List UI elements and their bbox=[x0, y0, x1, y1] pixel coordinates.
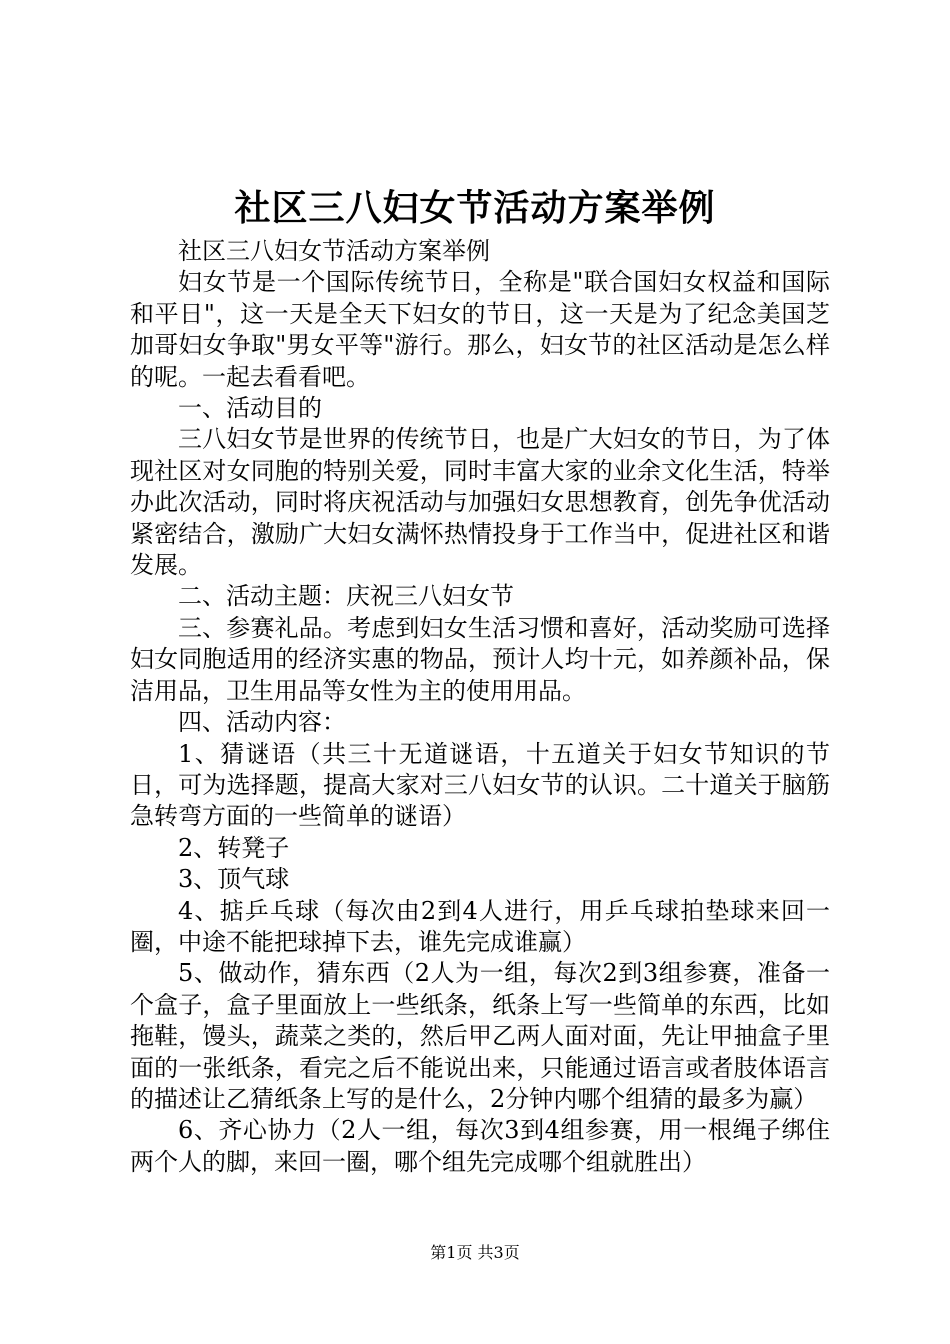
list-item-balloon: 3、顶气球 bbox=[178, 865, 290, 894]
page-number: 第1页 共3页 bbox=[430, 1243, 520, 1262]
list-item-pingpong: 4、掂乒乓球（每次由2到4人进行，用乒乓球拍垫球来回一圈，中途不能把球掉下去，谁先完成谁赢） bbox=[130, 896, 830, 956]
list-item-chairs: 2、转凳子 bbox=[178, 833, 290, 862]
section-heading-purpose: 一、活动目的 bbox=[178, 394, 322, 423]
document-title: 社区三八妇女节活动方案举例 bbox=[234, 187, 716, 229]
document-body bbox=[130, 236, 830, 1178]
paragraph-intro: 妇女节是一个国际传统节日，全称是"联合国妇女权益和国际和平日"，这一天是全天下妇女的节日，这一天是为了纪念美国芝加哥妇女争取"男女平等"游行。那么，妇女节的社区活动是怎么样的呢。一起去看看吧。 bbox=[130, 268, 830, 391]
list-item-three-legged: 6、齐心协力（2人一组，每次3到4组参赛，用一根绳子绑住两个人的脚，来回一圈，哪个组先完成哪个组就胜出） bbox=[130, 1116, 830, 1176]
paragraph-purpose: 三八妇女节是世界的传统节日，也是广大妇女的节日，为了体现社区对女同胞的特别关爱，同时丰富大家的业余文化生活，特举办此次活动，同时将庆祝活动与加强妇女思想教育，创先争优活动紧密结合，激励广大妇女满怀热情投身于工作当中，促进社区和谐发展。 bbox=[130, 425, 830, 580]
paragraph-prizes: 三、参赛礼品。考虑到妇女生活习惯和喜好，活动奖励可选择妇女同胞适用的经济实惠的物品，预计人均十元，如养颜补品，保洁用品，卫生用品等女性为主的使用用品。 bbox=[130, 613, 830, 705]
list-item-riddles: 1、猜谜语（共三十无道谜语，十五道关于妇女节知识的节日，可为选择题，提高大家对三八妇女节的认识。二十道关于脑筋急转弯方面的一些简单的谜语） bbox=[130, 739, 830, 831]
paragraph-subtitle: 社区三八妇女节活动方案举例 bbox=[178, 237, 490, 265]
section-heading-content: 四、活动内容： bbox=[178, 708, 346, 737]
list-item-charades: 5、做动作，猜东西（2人为一组，每次2到3组参赛，准备一个盒子，盒子里面放上一些纸条，纸条上写一些简单的东西，比如拖鞋，馒头，蔬菜之类的，然后甲乙两人面对面，先让甲抽盒子里面的一张纸条，看完之后不能说出来，只能通过语言或者肢体语言的描述让乙猜纸条上写的是什么，2分钟内哪个组猜的最多为赢） bbox=[130, 959, 830, 1113]
section-heading-theme: 二、活动主题：庆祝三八妇女节 bbox=[178, 582, 514, 611]
